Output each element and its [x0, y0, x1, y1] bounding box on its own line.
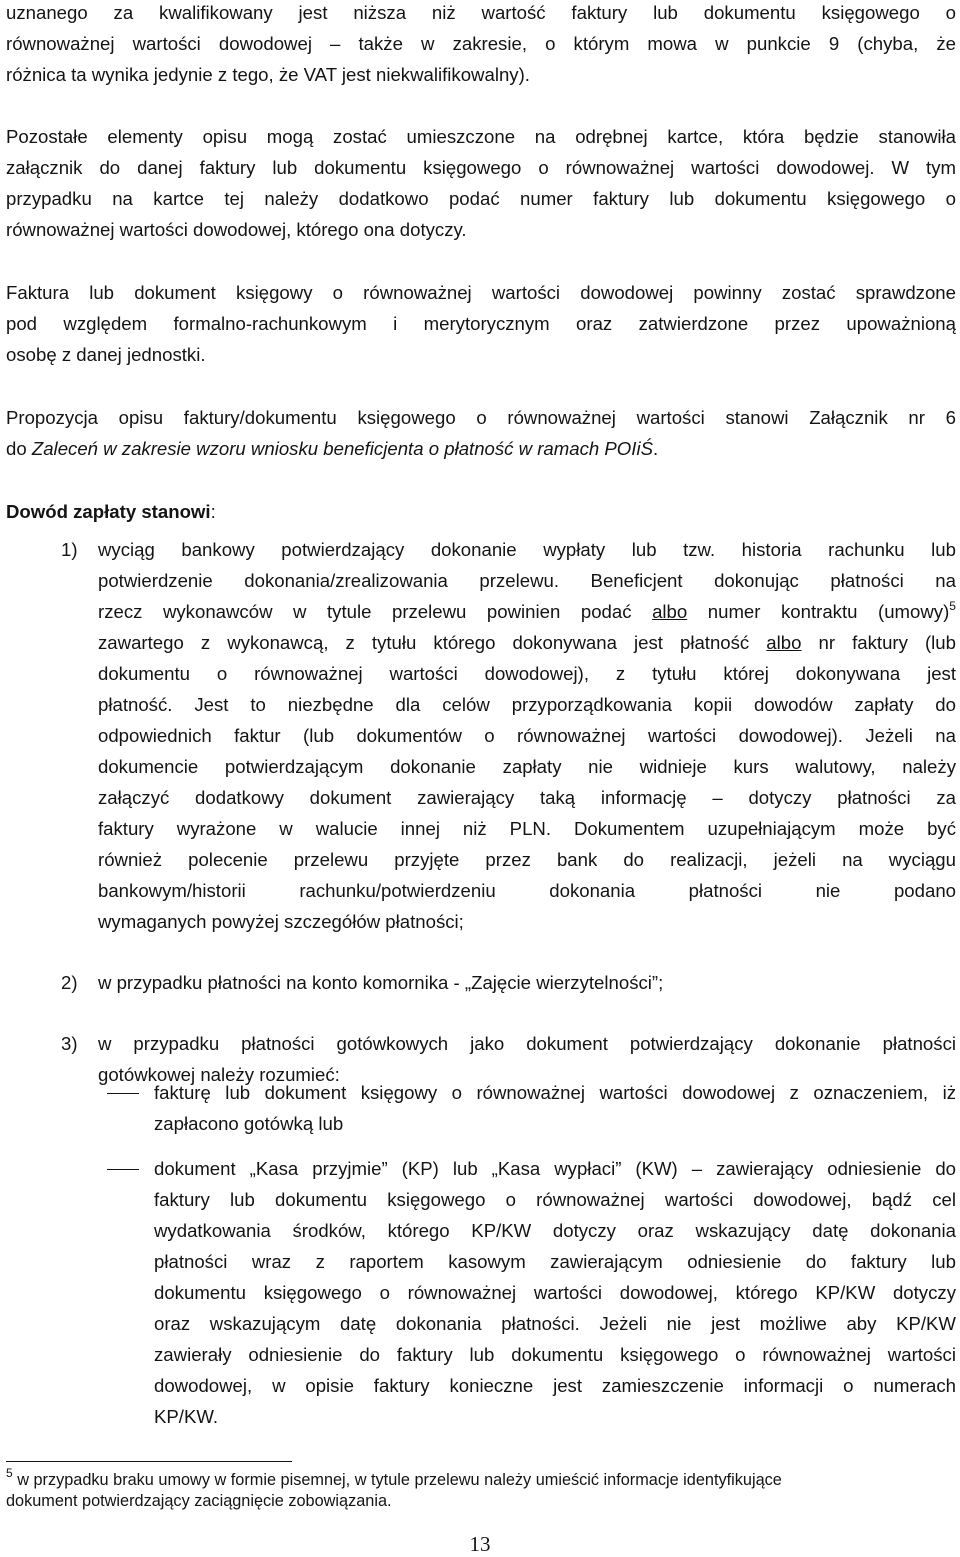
bullet-2-line-9: KP/KW.: [154, 1406, 219, 1427]
item-1-line-4-text-2: nr faktury (lub: [801, 632, 956, 653]
item-2-number: 2): [61, 972, 78, 993]
item-3-number: 3): [61, 1033, 78, 1054]
bullet-1-line-2: zapłacono gotówką lub: [154, 1113, 344, 1134]
section-heading-bold: Dowód zapłaty stanowi: [6, 501, 211, 522]
propozycja-line-1: Propozycja opisu faktury/dokumentu księgowego o równoważnej wartości stanowi Załącznik nr 6: [6, 407, 956, 428]
pozostale-line-4: równoważnej wartości dowodowej, którego ona dotyczy.: [6, 219, 467, 240]
albo-underlined-2: albo: [766, 632, 802, 653]
item-1-line-5: dokumentu o równoważnej wartości dowodowej), z tytułu której dokonywana jest: [98, 663, 956, 684]
item-1-line-1: wyciąg bankowy potwierdzający dokonanie wypłaty lub tzw. historia rachunku lub: [98, 539, 956, 560]
item-2: [6, 970, 956, 996]
item-1-line-12: bankowym/historii rachunku/potwierdzeniu dokonania płatności nie podano: [98, 880, 956, 901]
section-heading: [6, 499, 956, 525]
faktura-line-1: Faktura lub dokument księgowy o równoważnej wartości dowodowej powinny zostać sprawdzone: [6, 282, 956, 303]
footnote-text-1: w przypadku braku umowy w formie pisemnej, w tytule przelewu należy umieścić informacje identyfikujące: [12, 1471, 782, 1489]
bullet-2-line-7: zawierały odniesienie do faktury lub dokumentu księgowego o równoważnej wartości: [154, 1344, 956, 1365]
bullet-2-line-8: dowodowej, w opisie faktury konieczne jest zamieszczenie informacji o numerach: [154, 1375, 956, 1396]
footnote-line-2: dokument potwierdzający zaciągnięcie zobowiązania.: [6, 1492, 392, 1510]
bullet-1-line-1: fakturę lub dokument księgowy o równoważnej wartości dowodowej z oznaczeniem, iż: [154, 1082, 956, 1103]
bullet-2-line-5: dokumentu księgowego o równoważnej wartości dowodowej, którego KP/KW dotyczy: [154, 1282, 956, 1303]
footnote-separator: [6, 1461, 292, 1462]
propozycja-line-2: [6, 436, 956, 462]
faktura-line-3: osobę z danej jednostki.: [6, 344, 206, 365]
item-1-line-7: odpowiednich faktur (lub dokumentów o równoważnej wartości dowodowej). Jeżeli na: [98, 725, 956, 746]
bullet-2-dash: [107, 1169, 139, 1170]
section-heading-colon: :: [210, 501, 216, 522]
item-1-line-6: płatność. Jest to niezbędne dla celów przyporządkowania kopii dowodów zapłaty do: [98, 694, 956, 715]
item-1-line-9: załączyć dodatkowy dokument zawierający taką informację – dotyczy płatności za: [98, 787, 956, 808]
item-1-line-8: dokumencie potwierdzającym dokonanie zapłaty nie widnieje kurs walutowy, należy: [98, 756, 956, 777]
item-1-line-10: faktury wyrażone w walucie innej niż PLN. Dokumentem uzupełniającym może być: [98, 818, 956, 839]
intro-line-2: równoważnej wartości dowodowej – także w zakresie, o którym mowa w punkcie 9 (chyba, że: [6, 33, 956, 54]
faktura-line-2: pod względem formalno-rachunkowym i merytorycznym oraz zatwierdzone przez upoważnioną: [6, 313, 956, 334]
footnote-marker: 5: [6, 1466, 13, 1480]
bullet-2-line-4: płatności wraz z raportem kasowym zawierającym odniesienie do faktury lub: [154, 1251, 956, 1272]
item-1-line-4: [98, 630, 956, 656]
propozycja-line-2-prefix: do: [6, 438, 32, 459]
item-1-line-4-text: zawartego z wykonawcą, z tytułu którego dokonywana jest płatność: [98, 632, 767, 653]
intro-line-3: różnica ta wynika jedynie z tego, że VAT jest niekwalifikowalny).: [6, 64, 530, 85]
pozostale-line-1: Pozostałe elementy opisu mogą zostać umieszczone na odrębnej kartce, która będzie stanowiła: [6, 126, 956, 147]
footnote-line-1: [6, 1466, 782, 1490]
item-3-line-2: gotówkowej należy rozumieć:: [98, 1064, 340, 1085]
item-1-line-2: potwierdzenie dokonania/zrealizowania przelewu. Beneficjent dokonując płatności na: [98, 570, 956, 591]
propozycja-line-2-suffix: .: [652, 438, 659, 459]
item-3-line-1: w przypadku płatności gotówkowych jako dokument potwierdzający dokonanie płatności: [98, 1033, 956, 1054]
item-1-number: 1): [61, 539, 78, 560]
item-1-line-11: również polecenie przelewu przyjęte przez bank do realizacji, jeżeli na wyciągu: [98, 849, 956, 870]
intro-line-1: uznanego za kwalifikowany jest niższa niż wartość faktury lub dokumentu księgowego o: [6, 2, 956, 23]
footnote-ref-5[interactable]: 5: [949, 599, 956, 613]
bullet-1-dash: [107, 1093, 139, 1094]
item-1-line-3: [98, 599, 956, 625]
bullet-2-line-6: oraz wskazującym datę dokonania płatności. Jeżeli nie jest możliwe aby KP/KW: [154, 1313, 956, 1334]
item-1-line-3-text: rzecz wykonawców w tytule przelewu powinien podać: [98, 601, 653, 622]
pozostale-line-2: załącznik do danej faktury lub dokumentu księgowego o równoważnej wartości dowodowej. W tym: [6, 157, 956, 178]
bullet-2-line-2: faktury lub dokumentu księgowego o równoważnej wartości dowodowej, bądź cel: [154, 1189, 956, 1210]
page-number: 13: [469, 1532, 491, 1556]
item-2-text: w przypadku płatności na konto komornika - „Zajęcie wierzytelności”;: [98, 972, 664, 993]
item-1-line-13: wymaganych powyżej szczegółów płatności;: [98, 911, 464, 932]
pozostale-line-3: przypadku na kartce tej należy dodatkowo podać numer faktury lub dokumentu księgowego o: [6, 188, 956, 209]
albo-underlined-1: albo: [652, 601, 688, 622]
item-1-line-3-text-2: numer kontraktu (umowy): [687, 601, 950, 622]
propozycja-document-title: Zaleceń w zakresie wzoru wniosku beneficjenta o płatność w ramach POIiŚ: [31, 438, 653, 459]
bullet-2-line-1: dokument „Kasa przyjmie” (KP) lub „Kasa wypłaci” (KW) – zawierający odniesienie do: [154, 1158, 956, 1179]
bullet-2-line-3: wydatkowania środków, którego KP/KW dotyczy oraz wskazujący datę dokonania: [154, 1220, 956, 1241]
